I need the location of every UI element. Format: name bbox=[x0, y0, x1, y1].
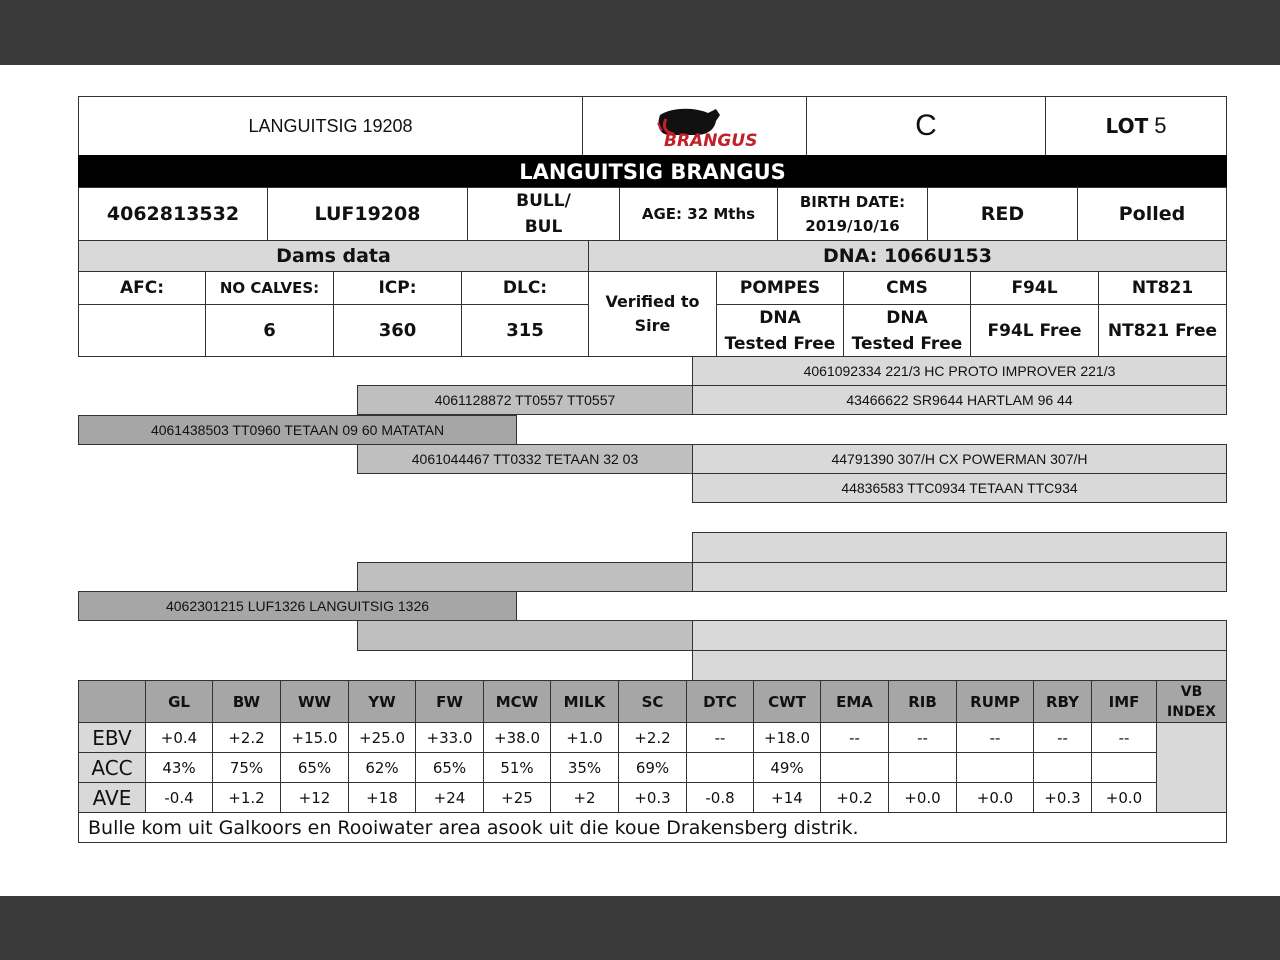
ebv-value-cell: +0.2 bbox=[820, 782, 889, 813]
ebv-column-header: CWT bbox=[753, 680, 821, 723]
pedigree-dam-dam bbox=[357, 620, 693, 651]
ebv-value-cell: +0.0 bbox=[1091, 782, 1157, 813]
age-cell: AGE: 32 Mths bbox=[619, 187, 778, 241]
pedigree-sire-sire-dam: 43466622 SR9644 HARTLAM 96 44 bbox=[692, 385, 1227, 415]
ebv-value-cell bbox=[956, 752, 1034, 783]
ebv-value-cell: +25.0 bbox=[348, 722, 416, 753]
ebv-column-header: MCW bbox=[483, 680, 551, 723]
pedigree-dam-dam-dam bbox=[692, 650, 1227, 681]
ebv-value-cell: +24 bbox=[415, 782, 484, 813]
ebv-column-header: DTC bbox=[686, 680, 754, 723]
ebv-column-header: RBY bbox=[1033, 680, 1092, 723]
ebv-column-header: BW bbox=[212, 680, 281, 723]
pompes-header: POMPES bbox=[716, 271, 844, 305]
verified-line1: Verified to bbox=[605, 292, 700, 311]
dna-cell: DNA: 1066U153 bbox=[588, 240, 1227, 272]
ebv-value-cell: +33.0 bbox=[415, 722, 484, 753]
verified-line2: Sire bbox=[634, 316, 671, 335]
icp-header: ICP: bbox=[333, 271, 462, 305]
ebv-value-cell bbox=[820, 752, 889, 783]
ebv-column-header: GL bbox=[145, 680, 213, 723]
ebv-value-cell: +1.0 bbox=[550, 722, 619, 753]
sex-cell bbox=[467, 187, 620, 241]
ebv-value-cell: 75% bbox=[212, 752, 281, 783]
ebv-value-cell: 62% bbox=[348, 752, 416, 783]
ebv-value-cell: +1.2 bbox=[212, 782, 281, 813]
page-title: LANGUITSIG BRANGUS bbox=[78, 155, 1227, 188]
ebv-value-cell: +0.4 bbox=[145, 722, 213, 753]
icp-value: 360 bbox=[333, 304, 462, 357]
ebv-value-cell: 35% bbox=[550, 752, 619, 783]
vb-index-header bbox=[1156, 680, 1227, 723]
ebv-value-cell: 69% bbox=[618, 752, 687, 783]
f94l-result: F94L Free bbox=[970, 304, 1099, 357]
ebv-value-cell: -0.4 bbox=[145, 782, 213, 813]
ebv-value-cell: +0.0 bbox=[956, 782, 1034, 813]
brangus-logo bbox=[582, 96, 807, 156]
ebv-column-header: RUMP bbox=[956, 680, 1034, 723]
ebv-row-label: EBV bbox=[78, 722, 146, 753]
ebv-value-cell bbox=[686, 752, 754, 783]
lot-number: 5 bbox=[1154, 113, 1167, 138]
ebv-value-cell: 43% bbox=[145, 752, 213, 783]
ebv-value-cell: -0.8 bbox=[686, 782, 754, 813]
ebv-value-cell: +18 bbox=[348, 782, 416, 813]
dlc-header: DLC: bbox=[461, 271, 589, 305]
lot-cell bbox=[1045, 96, 1227, 156]
pedigree-sire-dam-sire: 44791390 307/H CX POWERMAN 307/H bbox=[692, 444, 1227, 474]
cms-result-line2: Tested Free bbox=[851, 333, 963, 354]
birth-date-cell bbox=[777, 187, 928, 241]
birth-date-value: 2019/10/16 bbox=[805, 217, 900, 235]
ebv-value-cell: 65% bbox=[415, 752, 484, 783]
colour-cell: RED bbox=[927, 187, 1078, 241]
lot-label: LOT bbox=[1105, 114, 1149, 138]
ebv-value-cell: +25 bbox=[483, 782, 551, 813]
pedigree-dam-sire bbox=[357, 562, 693, 592]
pedigree-dam: 4062301215 LUF1326 LANGUITSIG 1326 bbox=[78, 591, 517, 621]
ebv-header-corner bbox=[78, 680, 146, 723]
pedigree-sire-dam: 4061044467 TT0332 TETAAN 32 03 bbox=[357, 444, 693, 474]
ebv-column-header: RIB bbox=[888, 680, 957, 723]
ebv-value-cell: +2 bbox=[550, 782, 619, 813]
ebv-value-cell: 49% bbox=[753, 752, 821, 783]
nt821-result: NT821 Free bbox=[1098, 304, 1227, 357]
cms-result-line1: DNA bbox=[886, 307, 928, 328]
farm-id-cell: LANGUITSIG 19208 bbox=[78, 96, 583, 156]
ebv-column-header: MILK bbox=[550, 680, 619, 723]
no-calves-value: 6 bbox=[205, 304, 334, 357]
bull-logo-icon bbox=[620, 101, 770, 151]
afc-header: AFC: bbox=[78, 271, 206, 305]
verified-to-sire-cell bbox=[588, 271, 717, 357]
ebv-value-cell bbox=[1091, 752, 1157, 783]
ebv-column-header: WW bbox=[280, 680, 349, 723]
ebv-value-cell: +14 bbox=[753, 782, 821, 813]
pedigree-dam-sire-dam bbox=[692, 562, 1227, 592]
ebv-column-header: YW bbox=[348, 680, 416, 723]
pedigree-dam-sire-sire bbox=[692, 532, 1227, 563]
pompes-result-line1: DNA bbox=[759, 307, 801, 328]
animal-id: LUF19208 bbox=[267, 187, 468, 241]
ebv-column-header: IMF bbox=[1091, 680, 1157, 723]
bottom-bar bbox=[0, 896, 1280, 960]
ebv-value-cell: +0.0 bbox=[888, 782, 957, 813]
pedigree-sire-dam-dam: 44836583 TTC0934 TETAAN TTC934 bbox=[692, 473, 1227, 503]
dams-data-title: Dams data bbox=[78, 240, 589, 272]
ebv-value-cell: +12 bbox=[280, 782, 349, 813]
ebv-value-cell bbox=[888, 752, 957, 783]
ebv-value-cell: +15.0 bbox=[280, 722, 349, 753]
dlc-value: 315 bbox=[461, 304, 589, 357]
ebv-value-cell: -- bbox=[820, 722, 889, 753]
ebv-row-label: ACC bbox=[78, 752, 146, 783]
f94l-header: F94L bbox=[970, 271, 1099, 305]
ebv-value-cell: -- bbox=[956, 722, 1034, 753]
birth-date-label: BIRTH DATE: bbox=[799, 193, 906, 211]
sex-line1: BULL/ bbox=[516, 191, 571, 211]
ebv-column-header: EMA bbox=[820, 680, 889, 723]
pedigree-sire-sire-sire: 4061092334 221/3 HC PROTO IMPROVER 221/3 bbox=[692, 356, 1227, 386]
ebv-value-cell: -- bbox=[1033, 722, 1092, 753]
afc-value bbox=[78, 304, 206, 357]
logo-text: BRANGUS bbox=[663, 131, 757, 151]
cms-result bbox=[843, 304, 971, 357]
ebv-value-cell: -- bbox=[1091, 722, 1157, 753]
ebv-column-header: FW bbox=[415, 680, 484, 723]
no-calves-header: NO CALVES: bbox=[205, 271, 334, 305]
horn-status-cell: Polled bbox=[1077, 187, 1227, 241]
ebv-row-label: AVE bbox=[78, 782, 146, 813]
vb-index-value bbox=[1156, 722, 1227, 813]
vb-index-line2: INDEX bbox=[1167, 703, 1216, 720]
ebv-value-cell: +18.0 bbox=[753, 722, 821, 753]
ebv-value-cell: +38.0 bbox=[483, 722, 551, 753]
ebv-value-cell bbox=[1033, 752, 1092, 783]
pompes-result bbox=[716, 304, 844, 357]
nt821-header: NT821 bbox=[1098, 271, 1227, 305]
ebv-value-cell: +0.3 bbox=[1033, 782, 1092, 813]
ebv-column-header: SC bbox=[618, 680, 687, 723]
ebv-value-cell: 51% bbox=[483, 752, 551, 783]
pedigree-sire: 4061438503 TT0960 TETAAN 09 60 MATATAN bbox=[78, 415, 517, 445]
pedigree-sire-sire: 4061128872 TT0557 TT0557 bbox=[357, 385, 693, 415]
sex-line2: BUL bbox=[524, 217, 563, 237]
ebv-value-cell: +0.3 bbox=[618, 782, 687, 813]
pedigree-dam-dam-sire bbox=[692, 620, 1227, 651]
vb-index-line1: VB bbox=[1180, 683, 1203, 700]
registration-number: 4062813532 bbox=[78, 187, 268, 241]
ebv-value-cell: +2.2 bbox=[212, 722, 281, 753]
top-bar bbox=[0, 0, 1280, 65]
grade-cell: C bbox=[806, 96, 1046, 156]
ebv-value-cell: -- bbox=[888, 722, 957, 753]
ebv-value-cell: 65% bbox=[280, 752, 349, 783]
ebv-value-cell: -- bbox=[686, 722, 754, 753]
cms-header: CMS bbox=[843, 271, 971, 305]
comment-text: Bulle kom uit Galkoors en Rooiwater area asook uit die koue Drakensberg distrik. bbox=[78, 812, 1227, 843]
ebv-value-cell: +2.2 bbox=[618, 722, 687, 753]
pompes-result-line2: Tested Free bbox=[724, 333, 836, 354]
